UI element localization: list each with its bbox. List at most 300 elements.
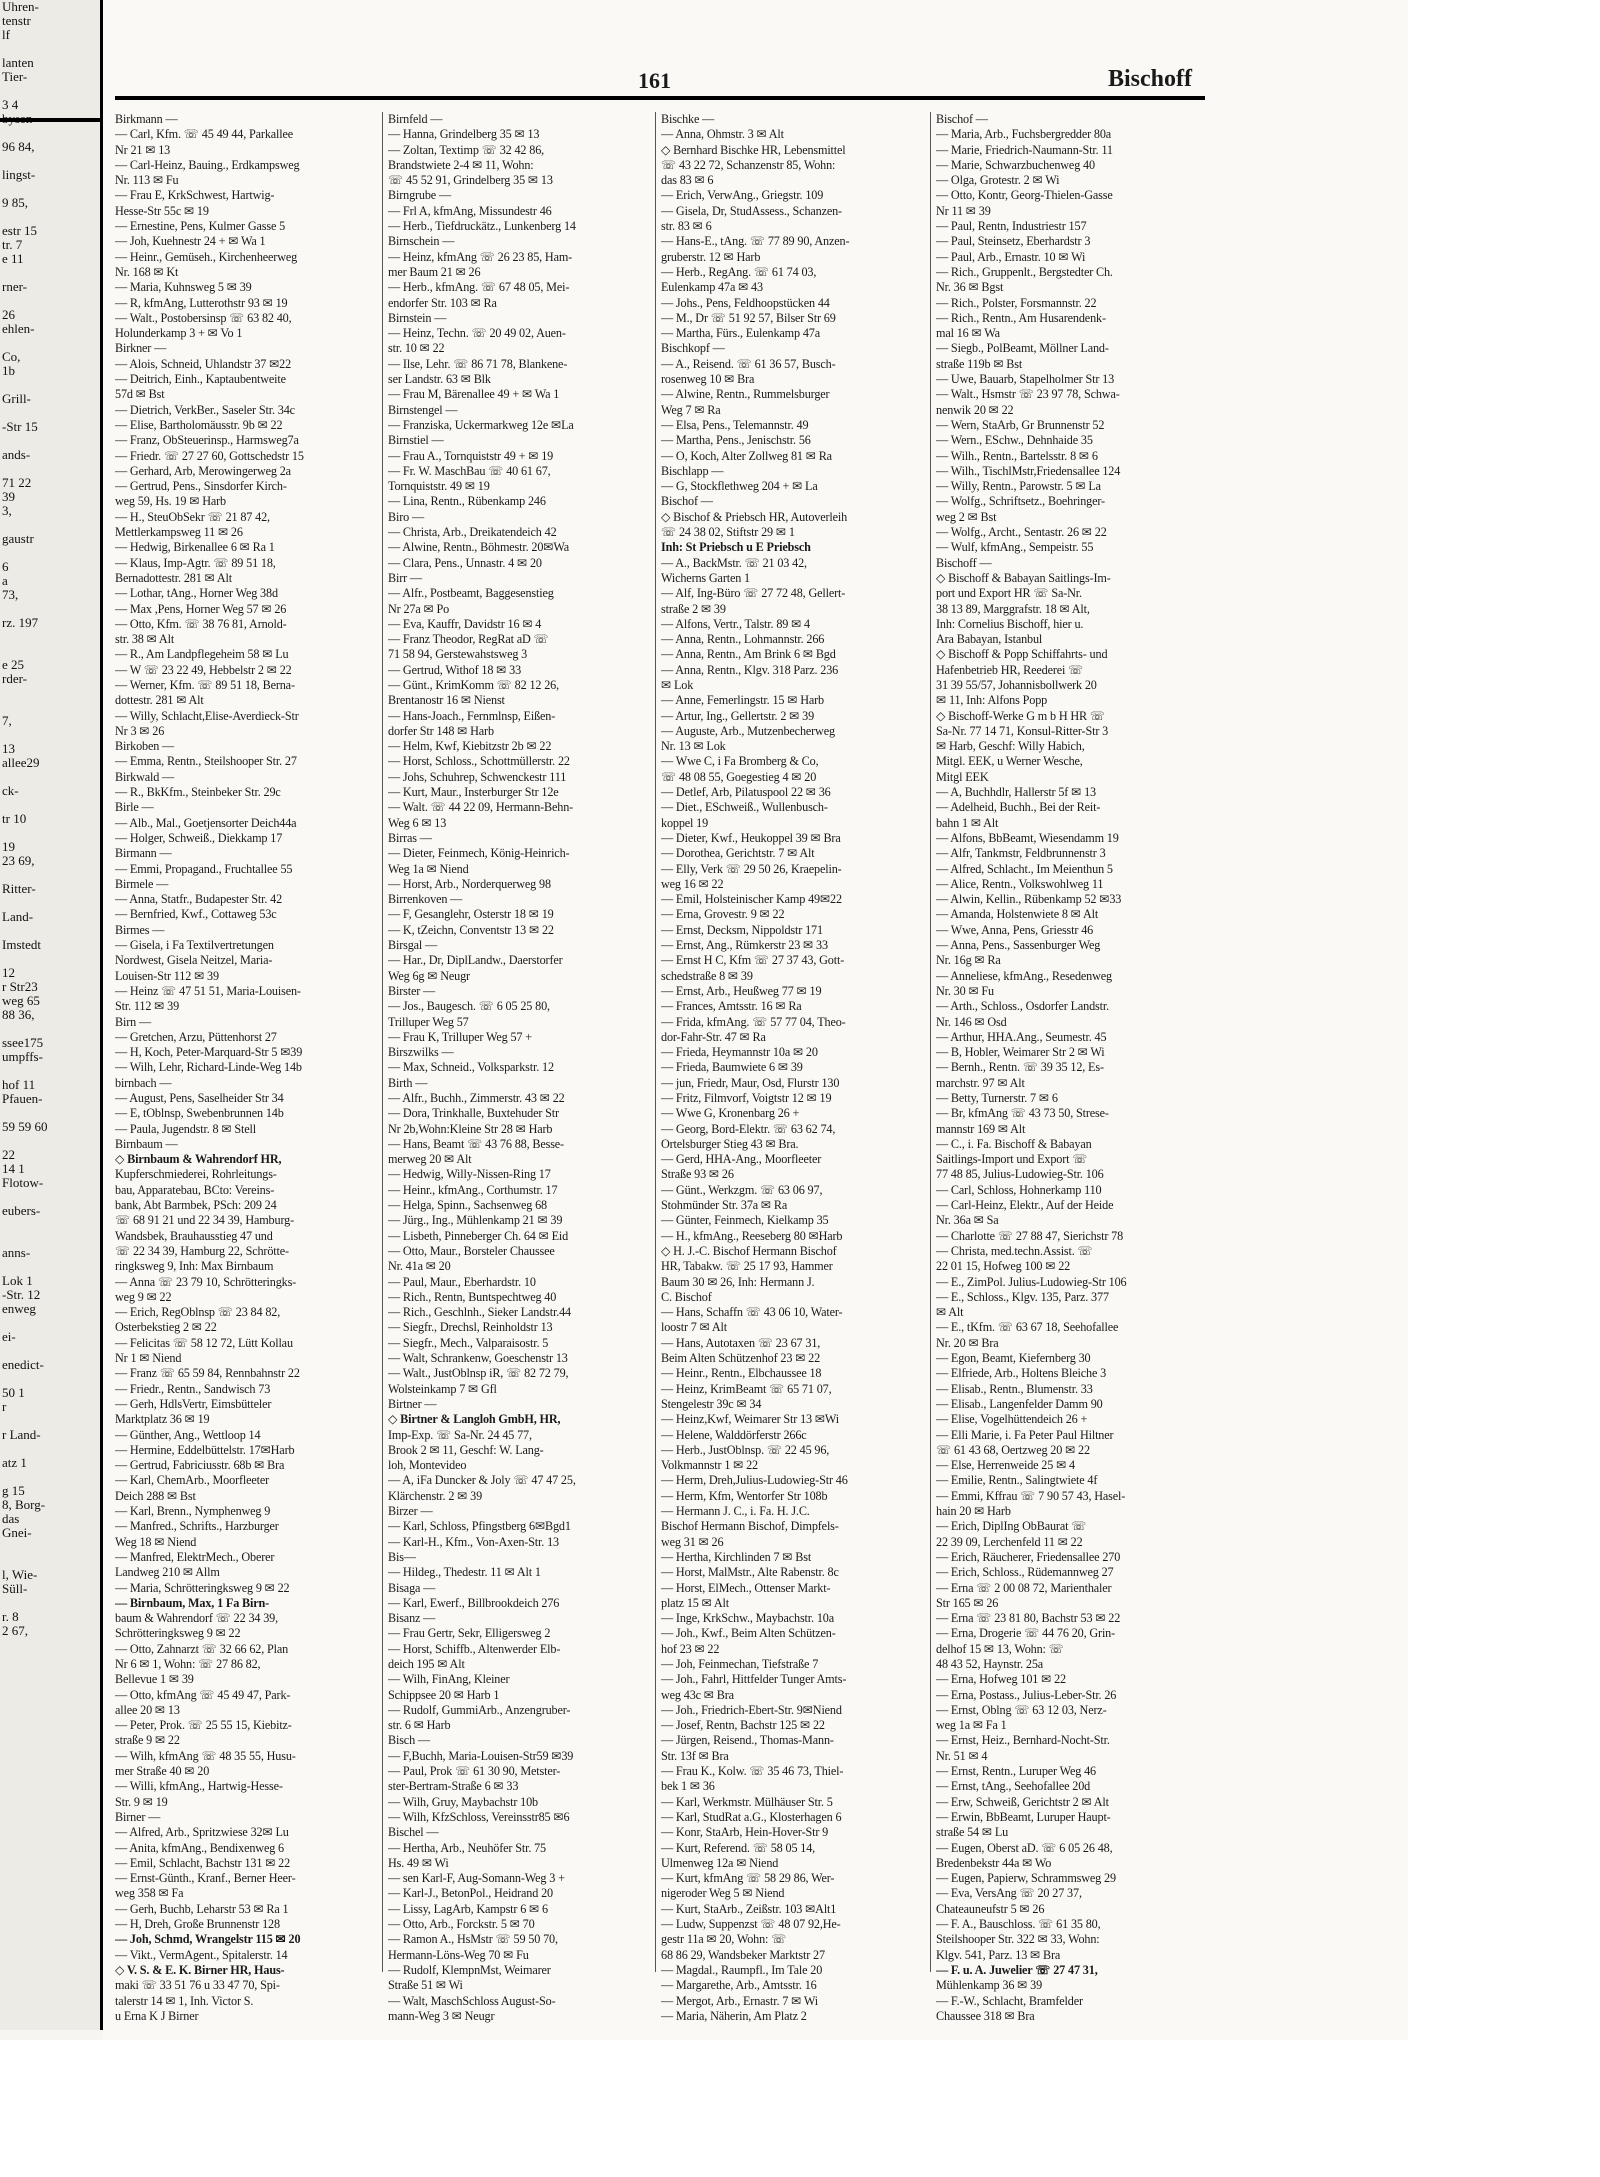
page-number: 161 (638, 68, 671, 93)
directory-entry: Wandsbek, Brauhausstieg 47 und (115, 1228, 273, 1243)
gutter-fragment: 96 84, (2, 139, 35, 154)
directory-entry: — E., Schloss., Klgv. 135, Parz. 377 (936, 1289, 1109, 1304)
directory-entry: — Otto, Kontr, Georg-Thielen-Gasse (936, 188, 1113, 203)
directory-entry: str. 38 ✉ Alt (115, 632, 175, 647)
directory-entry: 57d ✉ Bst (115, 387, 165, 402)
gutter-fragment (0, 154, 100, 168)
directory-entry: Bischof — (661, 494, 713, 509)
running-head: Bischoff (1108, 66, 1192, 92)
directory-entry: — Gertrud, Pens., Sinsdorfer Kirch- (115, 479, 287, 494)
directory-entry: — Else, Herrenweide 25 ✉ 4 (936, 1458, 1075, 1473)
directory-entry: — Christa, Arb., Dreikatendeich 42 (388, 525, 557, 540)
directory-entry: — Kurt, Maur., Insterburger Str 12e (388, 785, 559, 800)
directory-entry: — Wilh, KfzSchloss, Vereinsstr85 ✉6 (388, 1809, 570, 1824)
directory-entry: Holunderkamp 3 + ✉ Vo 1 (115, 326, 243, 341)
directory-entry: — Frl A, kfmAng, Missundestr 46 (388, 203, 552, 218)
directory-entry: — Anna, Rentn., Am Brink 6 ✉ Bgd (661, 647, 836, 662)
gutter-fragment: rz. 197 (2, 615, 39, 630)
gutter-fragment (0, 1022, 100, 1036)
directory-entry: koppel 19 (661, 815, 709, 830)
directory-entry: — Eugen, Oberst aD. ☏ 6 05 26 48, (936, 1840, 1113, 1855)
directory-entry: Bisanz — (388, 1611, 436, 1626)
page-bottom-margin (0, 2040, 1408, 2177)
directory-entry: — Anna ☏ 23 79 10, Schrötteringks- (115, 1274, 297, 1289)
directory-entry: — Alfr., Postbeamt, Baggesenstieg (388, 586, 554, 601)
column-3 (661, 112, 923, 2024)
directory-entry: — H, Dreh, Große Brunnenstr 128 (115, 1917, 280, 1932)
directory-entry: — Ernst H C, Kfm ☏ 27 37 43, Gott- (661, 953, 845, 968)
directory-entry: — Carl, Schloss, Hohnerkamp 110 (936, 1182, 1102, 1197)
directory-entry: weg 16 ✉ 22 (661, 876, 724, 891)
directory-entry: — O, Koch, Alter Zollweg 81 ✉ Ra (661, 448, 832, 463)
directory-entry: — Helm, Kwf, Kiebitzstr 2b ✉ 22 (388, 739, 552, 754)
gutter-fragment (0, 1414, 100, 1428)
directory-entry: Tornquiststr. 49 ✉ 19 (388, 479, 490, 494)
directory-entry: — Gerhard, Arb, Merowingerweg 2a (115, 463, 291, 478)
directory-entry: — Hans, Beamt ☏ 43 76 88, Besse- (388, 1136, 564, 1151)
directory-entry: u Erna K J Birner (115, 2008, 199, 2023)
directory-entry: — Alfons, BbBeamt, Wiesendamm 19 (936, 830, 1119, 845)
directory-entry: Mühlenkamp 36 ✉ 39 (936, 1978, 1043, 1993)
gutter-fragment (0, 462, 100, 476)
directory-entry: — Kurt, StaArb., Zeißstr. 103 ✉Alt1 (661, 1901, 837, 1916)
gutter-fragment: atz 1 (2, 1455, 27, 1470)
directory-entry: Imp-Exp. ☏ Sa-Nr. 24 45 77, (388, 1427, 532, 1442)
directory-entry: Mitgl EEK (936, 769, 989, 784)
directory-entry: ◇ Bischoff & Popp Schiffahrts- und (936, 647, 1108, 662)
directory-entry: mann-Weg 3 ✉ Neugr (388, 2008, 495, 2023)
directory-entry: — Wilh, kfmAng ☏ 48 35 55, Husu- (115, 1748, 296, 1763)
directory-entry: — Herb., Tiefdruckätz., Lunkenberg 14 (388, 219, 576, 234)
directory-entry: — A, Buchhdlr, Hallerstr 5f ✉ 13 (936, 785, 1096, 800)
directory-entry: — H, Koch, Peter-Marquard-Str 5 ✉39 (115, 1045, 303, 1060)
directory-entry: ☏ 24 38 02, Stiftstr 29 ✉ 1 (661, 525, 795, 540)
gutter-fragment: Co, (2, 349, 21, 364)
directory-entry: — Detlef, Arb, Pilatuspool 22 ✉ 36 (661, 785, 831, 800)
gutter-fragment: allee29 (2, 755, 40, 770)
directory-entry: — Gretchen, Arzu, Püttenhorst 27 (115, 1029, 277, 1044)
gutter-fragment: Flotow- (2, 1175, 44, 1190)
gutter-fragment: enedict- (2, 1357, 44, 1372)
directory-entry: — Birnbaum, Max, 1 Fa Birn- (115, 1595, 270, 1610)
directory-entry: — Diet., ESchweiß., Wullenbusch- (661, 800, 828, 815)
gutter-fragment (0, 1260, 100, 1274)
directory-entry: Nordwest, Gisela Neitzel, Maria- (115, 953, 273, 968)
directory-entry: Bischel — (388, 1825, 439, 1840)
gutter-fragment: 50 1 (2, 1385, 25, 1400)
gutter-fragment (0, 798, 100, 812)
gutter-fragment (0, 1442, 100, 1456)
directory-entry: mer Baum 21 ✉ 26 (388, 264, 481, 279)
directory-entry: straße 9 ✉ 22 (115, 1733, 180, 1748)
directory-entry: ◇ H. J.-C. Bischof Hermann Bischof (661, 1243, 837, 1258)
gutter-fragment: 9 85, (2, 195, 28, 210)
directory-entry: nigeroder Weg 5 ✉ Niend (661, 1886, 785, 1901)
directory-entry: — Ludw, Suppenzst ☏ 48 07 92,He- (661, 1917, 841, 1932)
directory-entry: — Erich, Schloss., Rüdemannweg 27 (936, 1565, 1114, 1580)
directory-entry: — Gisela, i Fa Textilvertretungen (115, 938, 274, 953)
directory-entry: schedstraße 8 ✉ 39 (661, 968, 753, 983)
gutter-fragment: -Str. 12 (2, 1287, 41, 1302)
directory-entry: — Elise, Bartholomäusstr. 9b ✉ 22 (115, 417, 283, 432)
directory-entry: — Anna, Statfr., Budapester Str. 42 (115, 892, 283, 907)
gutter-fragment: umpffs- (2, 1049, 43, 1064)
directory-entry: — Horst, Arb., Norderquerweg 98 (388, 876, 551, 891)
gutter-fragment: r Land- (2, 1427, 41, 1442)
directory-entry: — Gerd, HHA-Ang., Moorfleeter (661, 1152, 822, 1167)
column-divider (655, 112, 656, 1972)
directory-entry: — Emilie, Rentn., Salingtwiete 4f (936, 1473, 1098, 1488)
directory-entry: endorfer Str. 103 ✉ Ra (388, 295, 497, 310)
gutter-fragment: gaustr (2, 531, 34, 546)
gutter-fragment (0, 294, 100, 308)
directory-entry: straße 2 ✉ 39 (661, 601, 726, 616)
directory-entry: — Klaus, Imp-Agtr. ☏ 89 51 18, (115, 555, 276, 570)
gutter-fragment (0, 546, 100, 560)
directory-entry: — Herb., JustOblnsp. ☏ 22 45 96, (661, 1442, 830, 1457)
directory-entry: — Vikt., VermAgent., Spitalerstr. 14 (115, 1947, 288, 1962)
directory-entry: — Adelheid, Buchh., Bei der Reit- (936, 800, 1101, 815)
directory-entry: — Manfred., Schrifts., Harzburger (115, 1519, 279, 1534)
gutter-fragment: Uhren- (2, 0, 39, 14)
directory-entry: — E., tKfm. ☏ 63 67 18, Seehofallee (936, 1320, 1119, 1335)
directory-entry: ser Landstr. 63 ✉ Blk (388, 372, 491, 387)
directory-entry: — Inge, KrkSchw., Maybachstr. 10a (661, 1611, 834, 1626)
directory-entry: hain 20 ✉ Harb (936, 1504, 1011, 1519)
directory-entry: — Gertrud, Withof 18 ✉ 33 (388, 662, 522, 677)
directory-entry: str. 6 ✉ Harb (388, 1718, 451, 1733)
gutter-fragment: anns- (2, 1245, 31, 1260)
gutter-fragment (0, 826, 100, 840)
gutter-fragment: 22 (2, 1147, 15, 1162)
directory-entry: — A, iFa Duncker & Joly ☏ 47 47 25, (388, 1473, 576, 1488)
gutter-fragment: hof 11 (2, 1077, 36, 1092)
gutter-fragment: ands- (2, 447, 31, 462)
directory-entry: — Wolfg., Archt., Sentastr. 26 ✉ 22 (936, 525, 1107, 540)
directory-entry: Bredenbekstr 44a ✉ Wo (936, 1855, 1052, 1870)
directory-entry: — Frida, kfmAng. ☏ 57 77 04, Theo- (661, 1014, 846, 1029)
gutter-fragment: weg 65 (2, 993, 40, 1008)
gutter-fragment: Ritter- (2, 881, 36, 896)
directory-entry: Bischke — (661, 112, 715, 126)
directory-entry: Birnfeld — (388, 112, 443, 126)
directory-entry: delhof 15 ✉ 13, Wohn: ☏ (936, 1641, 1064, 1656)
directory-entry: das 83 ✉ 6 (661, 173, 714, 188)
directory-entry: ✉ Harb, Geschf: Willy Habich, (936, 739, 1085, 754)
directory-entry: — H., kfmAng., Reeseberg 80 ✉Harb (661, 1228, 843, 1243)
directory-entry: Bischof — (936, 112, 988, 126)
directory-entry: — Carl, Kfm. ☏ 45 49 44, Parkallee (115, 127, 294, 142)
directory-entry: Hafenbetrieb HR, Reederei ☏ (936, 662, 1084, 677)
gutter-fragment (0, 1064, 100, 1078)
directory-entry: 48 43 52, Haynstr. 25a (936, 1656, 1044, 1671)
column-divider (930, 112, 931, 1972)
directory-entry: weg 9 ✉ 22 (115, 1289, 172, 1304)
gutter-fragment: 14 1 (2, 1161, 25, 1176)
directory-entry: — Hans, Autotaxen ☏ 23 67 31, (661, 1335, 821, 1350)
directory-entry: — Helene, Walddörferstr 266c (661, 1427, 807, 1442)
gutter-fragment: ck- (2, 783, 19, 798)
directory-entry: — Margarethe, Arb., Amtsstr. 16 (661, 1978, 817, 1993)
gutter-fragment: 13 (2, 741, 15, 756)
directory-entry: — Dieter, Feinmech, König-Heinrich- (388, 846, 570, 861)
directory-entry: — Wwe G, Kronenbarg 26 + (661, 1106, 800, 1121)
gutter-fragment (0, 1106, 100, 1120)
directory-entry: — Dieter, Kwf., Heukoppel 39 ✉ Bra (661, 830, 841, 845)
directory-entry: — Eva, Kauffr, Davidstr 16 ✉ 4 (388, 616, 542, 631)
directory-entry: — Auguste, Arb., Mutzenbecherweg (661, 723, 835, 738)
gutter-fragment (0, 924, 100, 938)
directory-entry: — Wern, StaArb, Gr Brunnenstr 52 (936, 417, 1105, 432)
directory-entry: Bisaga — (388, 1580, 436, 1595)
directory-entry: — Peter, Prok. ☏ 25 55 15, Kiebitz- (115, 1718, 292, 1733)
directory-entry: — C., i. Fa. Bischoff & Babayan (936, 1136, 1092, 1151)
gutter-fragment: lf (2, 27, 10, 42)
directory-entry: Str. 112 ✉ 39 (115, 999, 180, 1014)
gutter-fragment: Imstedt (2, 937, 41, 952)
directory-entry: Schippsee 20 ✉ Harb 1 (388, 1687, 500, 1702)
directory-entry: — Wilh, FinAng, Kleiner (388, 1672, 510, 1687)
directory-entry: — Arthur, HHA.Ang., Seumestr. 45 (936, 1029, 1107, 1044)
directory-entry: — Joh., Friedrich-Ebert-Str. 9✉Niend (661, 1702, 842, 1717)
directory-entry: — Elisab., Rentn., Blumenstr. 33 (936, 1381, 1093, 1396)
gutter-fragment: l, Wie- (2, 1567, 38, 1582)
directory-entry: Bischof Hermann Bischof, Dimpfels- (661, 1519, 839, 1534)
gutter-fragment: r (2, 1399, 7, 1414)
directory-entry: — Frau Gertr, Sekr, Elligersweg 2 (388, 1626, 551, 1641)
directory-entry: — Alwine, Rentn., Rummelsburger (661, 387, 830, 402)
directory-entry: Hermann-Löns-Weg 70 ✉ Fu (388, 1947, 529, 1962)
directory-entry: Hesse-Str 55c ✉ 19 (115, 203, 209, 218)
directory-entry: — Hildeg., Thedestr. 11 ✉ Alt 1 (388, 1565, 541, 1580)
gutter-fragment (0, 602, 100, 616)
gutter-fragment (0, 1190, 100, 1204)
directory-entry: Str. 9 ✉ 19 (115, 1794, 168, 1809)
directory-entry: — Hedwig, Willy-Nissen-Ring 17 (388, 1167, 551, 1182)
directory-entry: weg 358 ✉ Fa (115, 1886, 184, 1901)
directory-entry: Birnstengel — (388, 402, 458, 417)
directory-entry: — Dora, Trinkhalle, Buxtehuder Str (388, 1106, 559, 1121)
gutter-fragment: Grill- (2, 391, 31, 406)
gutter-fragment (0, 644, 100, 658)
directory-entry: ◇ V. S. & E. K. Birner HR, Haus- (115, 1962, 285, 1977)
directory-entry: — Konr, StaArb, Hein-Hover-Str 9 (661, 1825, 829, 1840)
directory-entry: — R., Am Landpflegeheim 58 ✉ Lu (115, 647, 289, 662)
directory-entry: Chateauneufstr 5 ✉ 26 (936, 1901, 1045, 1916)
directory-entry: — Rudolf, GummiArb., Anzengruber- (388, 1702, 571, 1717)
gutter-fragment (0, 1554, 100, 1568)
directory-entry: — Emmi, Propagand., Fruchtallee 55 (115, 861, 293, 876)
header-rule (115, 96, 1205, 100)
directory-entry: Schrötteringksweg 9 ✉ 22 (115, 1626, 241, 1641)
column-2 (388, 112, 650, 2024)
directory-entry: mannstr 169 ✉ Alt (936, 1121, 1026, 1136)
directory-entry: Birtner — (388, 1396, 437, 1411)
gutter-fragment (0, 336, 100, 350)
gutter-fragment: 2 67, (2, 1623, 28, 1638)
directory-entry: — Otto, Maur., Borsteler Chaussee (388, 1243, 555, 1258)
directory-entry: Nr. 16g ✉ Ra (936, 953, 1001, 968)
directory-entry: Ulmenweg 12a ✉ Niend (661, 1855, 779, 1870)
directory-entry: — Wwe C, i Fa Bromberg & Co, (661, 754, 819, 769)
directory-entry: — Heinr., Gemüseh., Kirchenheerweg (115, 249, 298, 264)
directory-entry: — Gertrud, Fabriciusstr. 68b ✉ Bra (115, 1458, 285, 1473)
directory-entry: — Hedwig, Birkenallee 6 ✉ Ra 1 (115, 540, 275, 555)
directory-entry: — E., ZimPol. Julius-Ludowieg-Str 106 (936, 1274, 1127, 1289)
directory-entry: 77 48 85, Julius-Ludowieg-Str. 106 (936, 1167, 1104, 1182)
directory-entry: — Ernestine, Pens, Kulmer Gasse 5 (115, 219, 286, 234)
directory-entry: — Walt., Hsmstr ☏ 23 97 78, Schwa- (936, 387, 1120, 402)
directory-entry: — Elly, Verk ☏ 29 50 26, Kraepelin- (661, 861, 842, 876)
directory-entry: Mettlerkampsweg 11 ✉ 26 (115, 525, 243, 540)
directory-entry: — Heinz, Techn. ☏ 20 49 02, Auen- (388, 326, 566, 341)
directory-entry: Nr. 30 ✉ Fu (936, 983, 994, 998)
directory-entry: — Ilse, Lehr. ☏ 86 71 78, Blankene- (388, 356, 568, 371)
directory-entry: — Horst, Schloss., Schottmüllerstr. 22 (388, 754, 570, 769)
directory-entry: — Carl-Heinz, Bauing., Erdkampsweg (115, 157, 300, 172)
directory-entry: Nr. 168 ✉ Kt (115, 264, 179, 279)
gutter-fragment (0, 1540, 100, 1554)
directory-entry: — Maria, Kuhnsweg 5 ✉ 39 (115, 280, 252, 295)
directory-entry: Weg 6 ✉ 13 (388, 815, 447, 830)
directory-entry: — Hans-Joach., Fernmlnsp, Eißen- (388, 708, 556, 723)
directory-entry: — Günter, Feinmech, Kielkamp 35 (661, 1213, 829, 1228)
directory-entry: — Werner, Kfm. ☏ 89 51 18, Berna- (115, 677, 295, 692)
directory-page (103, 0, 1408, 2040)
directory-entry: — Rich., Gruppenlt., Bergstedter Ch. (936, 264, 1113, 279)
directory-entry: — Hanna, Grindelberg 35 ✉ 13 (388, 127, 540, 142)
directory-entry: — Maria, Arb., Fuchsbergredder 80a (936, 127, 1112, 142)
directory-entry: Birnstiel — (388, 433, 444, 448)
directory-entry: — Josef, Rentn, Bachstr 125 ✉ 22 (661, 1718, 825, 1733)
directory-entry: — Helga, Spinn., Sachsenweg 68 (388, 1198, 547, 1213)
directory-entry: Birsgal — (388, 938, 438, 953)
directory-entry: Straße 93 ✉ 26 (661, 1167, 734, 1182)
directory-entry: — A., Reisend. ☏ 61 36 57, Busch- (661, 356, 836, 371)
directory-entry: Birkwald — (115, 769, 175, 784)
directory-entry: — Günt., Werkzgm. ☏ 63 06 97, (661, 1182, 823, 1197)
directory-entry: C. Bischof (661, 1289, 712, 1304)
directory-entry: — Siegfr., Mech., Valparaisostr. 5 (388, 1335, 549, 1350)
directory-entry: — Heinz ☏ 47 51 51, Maria-Louisen- (115, 983, 301, 998)
directory-entry: deich 195 ✉ Alt (388, 1656, 465, 1671)
directory-entry: — Alfred, Schlacht., Im Meienthun 5 (936, 861, 1113, 876)
directory-entry: weg 31 ✉ 26 (661, 1534, 724, 1549)
gutter-fragment (0, 266, 100, 280)
directory-entry: — Alwin, Kellin., Rübenkamp 52 ✉33 (936, 892, 1122, 907)
directory-entry: — Alfred, Arb., Spritzwiese 32✉ Lu (115, 1825, 289, 1840)
gutter-fragment: 12 (2, 965, 15, 980)
directory-entry: Birnbaum — (115, 1136, 178, 1151)
directory-entry: — Wwe, Anna, Pens, Griesstr 46 (936, 922, 1094, 937)
directory-entry: — Jos., Baugesch. ☏ 6 05 25 80, (388, 999, 550, 1014)
directory-entry: — Felicitas ☏ 58 12 72, Lütt Kollau (115, 1335, 293, 1350)
directory-entry: — Maria, Näherin, Am Platz 2 (661, 2008, 807, 2023)
directory-entry: — Rich., Rentn, Buntspechtweg 40 (388, 1289, 557, 1304)
directory-entry: Nr. 36 ✉ Bgst (936, 280, 1004, 295)
directory-entry: — Emmi, Kffrau ☏ 7 90 57 43, Hasel- (936, 1488, 1126, 1503)
directory-entry: — Erich, RegOblnsp ☏ 23 84 82, (115, 1305, 281, 1320)
directory-entry: Nr 1 ✉ Niend (115, 1351, 182, 1366)
directory-entry: 68 86 29, Wandsbeker Marktstr 27 (661, 1947, 825, 1962)
gutter-fragment (0, 1344, 100, 1358)
directory-entry: — Frau K, Trilluper Weg 57 + (388, 1029, 532, 1044)
directory-entry: — Johs, Schuhrep, Schwenckestr 111 (388, 769, 567, 784)
gutter-fragment (0, 126, 100, 140)
directory-entry: — Otto, kfmAng ☏ 45 49 47, Park- (115, 1687, 291, 1702)
gutter-fragment: estr 15 (2, 223, 38, 238)
directory-entry: dorfer Str 148 ✉ Harb (388, 723, 494, 738)
directory-entry: Straße 51 ✉ Wi (388, 1978, 463, 1993)
directory-entry: — Erich, DiplIng ObBaurat ☏ (936, 1519, 1087, 1534)
directory-entry: ringksweg 9, Inh: Max Birnbaum (115, 1259, 274, 1274)
directory-entry: — Heinz,Kwf, Weimarer Str 13 ✉Wi (661, 1412, 840, 1427)
directory-entry: — R., BkKfm., Steinbeker Str. 29c (115, 785, 281, 800)
directory-entry: — Willy, Rentn., Parowstr. 5 ✉ La (936, 479, 1101, 494)
gutter-fragment: Gnei- (2, 1525, 32, 1540)
directory-entry: platz 15 ✉ Alt (661, 1595, 730, 1610)
directory-entry: — Wilh., Rentn., Bartelsstr. 8 ✉ 6 (936, 448, 1098, 463)
directory-entry: — Frau K., Kolw. ☏ 35 46 73, Thiel- (661, 1764, 844, 1779)
gutter-fragment: tr. 7 (2, 237, 23, 252)
directory-entry: — Joh., Kwf., Beim Alten Schützen- (661, 1626, 836, 1641)
gutter-fragment: 73, (2, 587, 19, 602)
directory-entry: HR, Tabakw. ☏ 25 17 93, Hammer (661, 1259, 833, 1274)
directory-entry: — Heinr., kfmAng., Corthumstr. 17 (388, 1182, 558, 1197)
directory-entry: — Alfr., Buchh., Zimmerstr. 43 ✉ 22 (388, 1091, 565, 1105)
directory-entry: — Martha, Pens., Jenischstr. 56 (661, 433, 811, 448)
directory-entry: — Joh., Fahrl, Hittfelder Tunger Amts- (661, 1672, 847, 1687)
directory-entry: — Karl, StudRat a.G., Klosterhagen 6 (661, 1809, 842, 1824)
directory-entry: — Anneliese, kfmAng., Resedenweg (936, 968, 1112, 983)
directory-entry: — F. A., Bauschloss. ☏ 61 35 80, (936, 1917, 1101, 1932)
directory-entry: Birrenkoven — (388, 892, 463, 907)
directory-entry: bek 1 ✉ 36 (661, 1779, 715, 1794)
directory-entry: — Heinr., Rentn., Elbchaussee 18 (661, 1366, 822, 1381)
directory-entry: birnbach — (115, 1075, 172, 1090)
directory-entry: baum & Wahrendorf ☏ 22 34 39, (115, 1611, 279, 1626)
directory-entry: — Lissy, LagArb, Kampstr 6 ✉ 6 (388, 1901, 548, 1916)
directory-entry: Osterbekstieg 2 ✉ 22 (115, 1320, 217, 1335)
directory-entry: — Herm, Kfm, Wentorfer Str 108b (661, 1488, 828, 1503)
directory-entry: Ara Babayan, Istanbul (936, 632, 1043, 647)
gutter-fragment: -Str 15 (2, 419, 38, 434)
directory-entry: — Karl, Ewerf., Billbrookdeich 276 (388, 1595, 560, 1610)
directory-entry: ☏ 22 34 39, Hamburg 22, Schrötte- (115, 1243, 289, 1258)
directory-entry: Nr 3 ✉ 26 (115, 723, 165, 738)
directory-entry: Nr. 36a ✉ Sa (936, 1213, 999, 1228)
directory-entry: — Anna, Ohmstr. 3 ✉ Alt (661, 127, 784, 142)
directory-entry: — Erna ☏ 2 00 08 72, Marienthaler (936, 1580, 1112, 1595)
directory-entry: — F,Buchh, Maria-Louisen-Str59 ✉39 (388, 1748, 574, 1763)
gutter-fragment (0, 728, 100, 742)
directory-entry: ✉ Alt (936, 1305, 964, 1320)
directory-entry: — Erwin, BbBeamt, Luruper Haupt- (936, 1809, 1111, 1824)
directory-entry: Birmann — (115, 846, 172, 861)
directory-entry: marchstr. 97 ✉ Alt (936, 1075, 1025, 1090)
gutter-fragment (0, 952, 100, 966)
directory-entry: Weg 1a ✉ Niend (388, 861, 469, 876)
directory-entry: — jun, Friedr, Maur, Osd, Flurstr 130 (661, 1075, 840, 1090)
directory-entry: — Günt., KrimKomm ☏ 82 12 26, (388, 677, 560, 692)
directory-entry: Deich 288 ✉ Bst (115, 1488, 196, 1503)
directory-entry: — Walt. ☏ 44 22 09, Hermann-Behn- (388, 800, 574, 815)
directory-entry: Weg 7 ✉ Ra (661, 402, 721, 417)
directory-entry: ☏ 68 91 21 und 22 34 39, Hamburg- (115, 1213, 294, 1228)
directory-entry: — Horst, MalMstr., Alte Rabenstr. 8c (661, 1565, 839, 1580)
directory-entry: Inh: St Priebsch u E Priebsch (661, 540, 811, 555)
directory-entry: Bis— (388, 1549, 416, 1564)
